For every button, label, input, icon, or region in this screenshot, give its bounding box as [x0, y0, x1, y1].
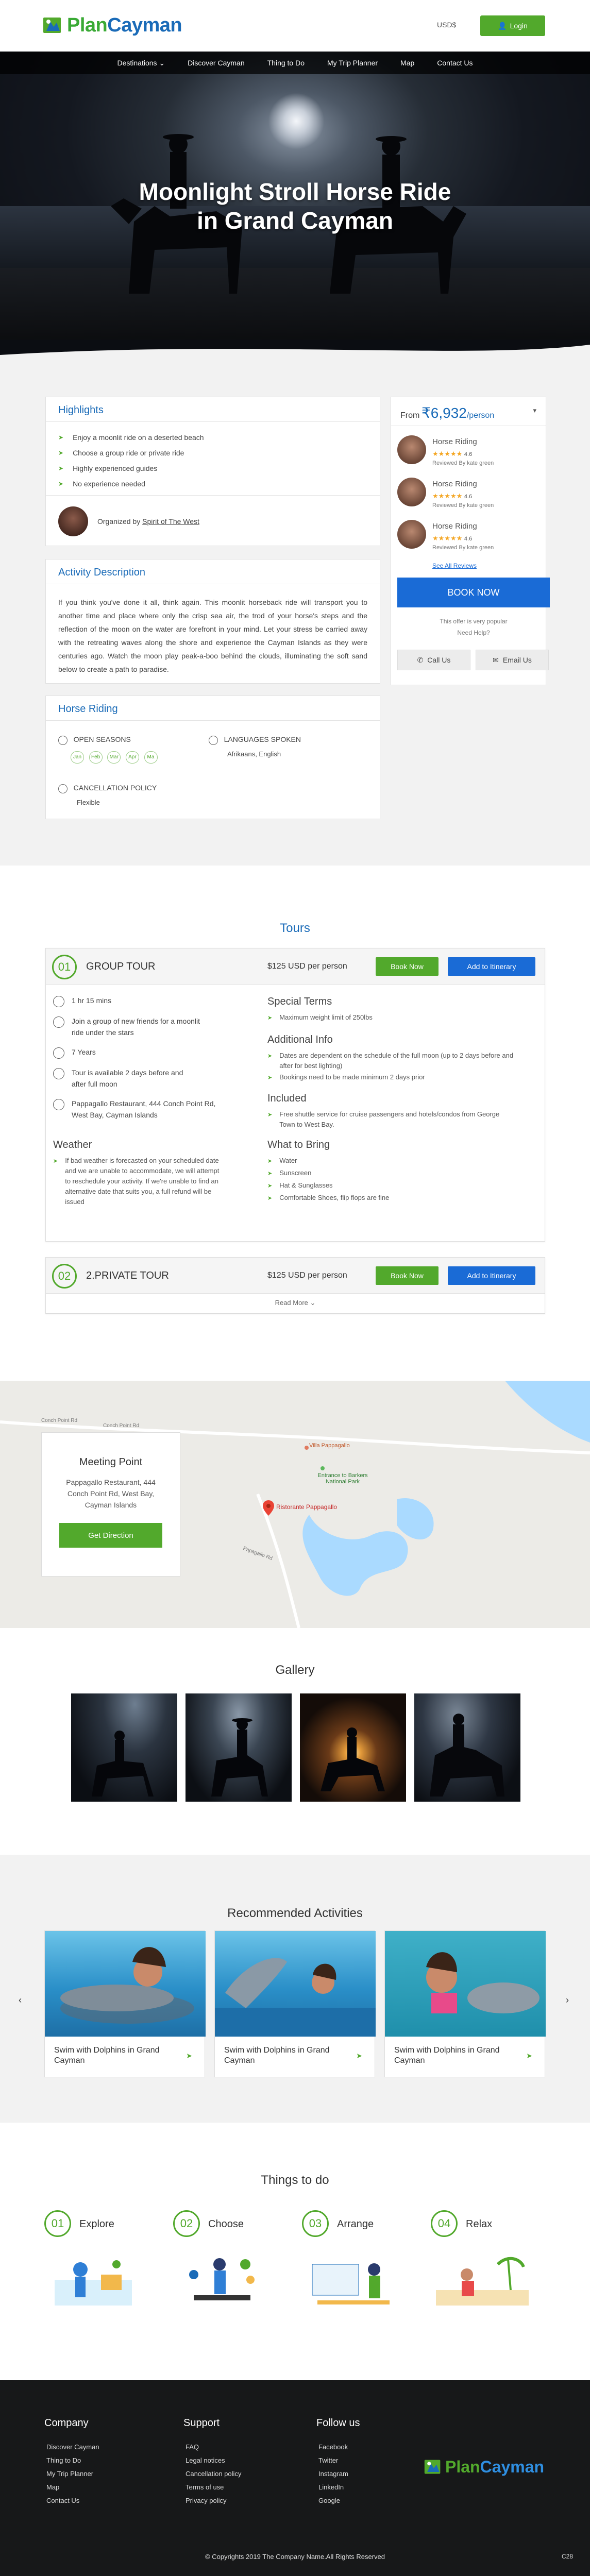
- book-now-button[interactable]: BOOK NOW: [397, 578, 550, 607]
- login-button[interactable]: [480, 15, 545, 36]
- map-section[interactable]: [0, 1381, 590, 1628]
- calendar-icon: [53, 1068, 64, 1079]
- gallery-title: Gallery: [275, 1663, 315, 1677]
- footer-link[interactable]: Legal notices: [186, 2456, 225, 2464]
- footer-link[interactable]: Map: [46, 2483, 60, 2491]
- activity-card[interactable]: [384, 1930, 545, 2077]
- hero-banner: [0, 52, 590, 340]
- site-footer: [0, 2380, 590, 2576]
- cancellation-policy: CANCELLATION POLICY Flexible: [58, 784, 157, 806]
- footer-link-google[interactable]: Google: [318, 2497, 340, 2504]
- nav-map[interactable]: Map: [400, 59, 415, 67]
- chevron-right-icon: ➤: [526, 2052, 532, 2060]
- booking-sidebar: [391, 397, 546, 685]
- chevron-down-icon: ▾: [533, 406, 536, 414]
- nav-thing-to-do[interactable]: Thing to Do: [267, 59, 305, 67]
- step-label: Arrange: [337, 2218, 374, 2230]
- season-pill: Mar: [107, 751, 121, 764]
- chevron-right-icon: ➤: [267, 1158, 273, 1164]
- chevron-right-icon: ➤: [267, 1053, 273, 1059]
- nav-contact-us[interactable]: Contact Us: [437, 59, 473, 67]
- nav-destinations[interactable]: Destinations ⌄: [117, 58, 165, 67]
- highlight-item: ➤ Choose a group ride or private ride: [58, 449, 184, 457]
- highlights-title: Highlights: [46, 397, 380, 422]
- chevron-right-icon: ➤: [58, 480, 64, 487]
- group-tour-header: [46, 948, 545, 985]
- activity-title: Swim with Dolphins in Grand Cayman: [54, 2046, 160, 2065]
- login-label: Login: [510, 22, 528, 30]
- corner-label: C28: [562, 2553, 574, 2560]
- call-us-button[interactable]: ✆ Call Us: [397, 650, 470, 670]
- chevron-down-icon: ⌄: [159, 58, 165, 67]
- chevron-right-icon: ➤: [186, 2052, 192, 2060]
- activity-title: Swim with Dolphins in Grand Cayman: [224, 2046, 330, 2065]
- read-more-link[interactable]: Read More ⌄: [275, 1299, 316, 1307]
- map-label-road: Conch Point Rd: [103, 1423, 140, 1429]
- nav-discover-cayman[interactable]: Discover Cayman: [188, 59, 245, 67]
- add-to-itinerary-button[interactable]: Add to Itinerary: [448, 957, 535, 976]
- footer-link-twitter[interactable]: Twitter: [318, 2456, 339, 2464]
- footer-link[interactable]: Privacy policy: [186, 2497, 227, 2504]
- footer-link-linkedin[interactable]: LinkedIn: [318, 2483, 344, 2491]
- title-line-1: Moonlight Stroll Horse Ride: [139, 178, 451, 205]
- chevron-right-icon: ➤: [58, 449, 64, 456]
- phone-icon: ✆: [417, 655, 424, 664]
- chevron-right-icon: ➤: [267, 1112, 273, 1118]
- highlight-item: ➤ Highly experienced guides: [58, 464, 158, 472]
- chevron-left-icon[interactable]: ‹: [19, 1995, 22, 2005]
- calendar-icon: [58, 736, 68, 745]
- chevron-right-icon: ➤: [267, 1183, 273, 1189]
- explore-illustration: [44, 2249, 142, 2317]
- top-header: [0, 0, 590, 52]
- tour-summary: Join a group of new friends for a moonlit ride under the stars: [53, 1015, 228, 1038]
- step-number: 01: [44, 2210, 71, 2237]
- footer-link[interactable]: FAQ: [186, 2443, 199, 2451]
- meeting-point-card: [41, 1432, 180, 1577]
- tour-number: 02: [52, 1264, 77, 1289]
- step-number: 04: [431, 2210, 458, 2237]
- mail-icon: ✉: [493, 655, 499, 664]
- organizer-avatar: [58, 506, 88, 536]
- rating-stars: ★★★★★ 4.6: [432, 534, 473, 542]
- footer-link-facebook[interactable]: Facebook: [318, 2443, 348, 2451]
- activity-description-text: If you think you've done it all, think again. This moonlit horseback ride will transport you to another time and place where only the crisp sea air, the trod of your horse's steps and the reflection of the moon on the water are forefront in your mind. Let your stress be carried away with the retreating waves along the shore and experience the Cayman Islands as they were centuries ago. Watch the moon play peak-a-boo behind the clouds, illuminating the soft sand below to create a path to paradise.: [58, 598, 367, 673]
- footer-support-title: Support: [183, 2417, 220, 2429]
- included-title: Included: [267, 1093, 307, 1104]
- chevron-right-icon: ➤: [267, 1075, 273, 1081]
- gallery-section: [0, 1628, 590, 1855]
- relax-illustration: [431, 2249, 534, 2317]
- book-now-button[interactable]: Book Now: [376, 957, 439, 976]
- footer-follow-title: Follow us: [316, 2417, 360, 2429]
- chevron-right-icon[interactable]: ›: [566, 1995, 569, 2005]
- organizer: Organized by Spirit of The West: [58, 506, 199, 536]
- footer-link[interactable]: Thing to Do: [46, 2456, 81, 2464]
- activity-detail-section: [0, 340, 590, 866]
- see-all-reviews-link[interactable]: See All Reviews: [432, 562, 477, 569]
- copyright-text: © Copyrights 2019 The Company Name.All Rights Reserved: [205, 2553, 385, 2561]
- arrange-illustration: [302, 2249, 400, 2317]
- tours-section: [0, 866, 590, 1381]
- wave-divider: [0, 340, 590, 360]
- horse-riding-card: [45, 696, 380, 819]
- chevron-right-icon: ➤: [58, 434, 64, 441]
- special-term-item: ➤ Maximum weight limit of 250lbs: [267, 1012, 515, 1023]
- need-help-text: Need Help?: [457, 629, 490, 636]
- highlights-card: [45, 397, 380, 546]
- gallery-image[interactable]: [186, 1693, 292, 1802]
- group-tour-card: [45, 948, 545, 1242]
- step-number: 03: [302, 2210, 329, 2237]
- meeting-point-title: Meeting Point: [79, 1456, 143, 1468]
- location-icon: [53, 1099, 64, 1110]
- tour-location: Pappagallo Restaurant, 444 Conch Point Rd, West Bay, Cayman Islands: [53, 1098, 228, 1121]
- reviewer-avatar: [397, 478, 426, 506]
- bring-item: ➤ Water: [267, 1156, 515, 1166]
- rating-stars: ★★★★★ 4.6: [432, 450, 473, 457]
- chevron-right-icon: ➤: [267, 1171, 273, 1177]
- what-to-bring-title: What to Bring: [267, 1139, 330, 1150]
- footer-company-title: Company: [44, 2417, 89, 2429]
- get-direction-button[interactable]: Get Direction: [59, 1523, 162, 1548]
- tour-duration: 1 hr 15 mins: [53, 995, 228, 1007]
- special-terms-title: Special Terms: [267, 996, 332, 1007]
- bring-item: ➤ Sunscreen: [267, 1168, 515, 1179]
- map-label-road: Conch Point Rd: [41, 1418, 78, 1423]
- site-logo[interactable]: [41, 14, 182, 37]
- popular-note: This offer is very popular: [440, 618, 508, 625]
- main-nav: [0, 52, 590, 74]
- footer-link[interactable]: Discover Cayman: [46, 2443, 99, 2451]
- book-now-button[interactable]: Book Now: [376, 1266, 439, 1285]
- private-tour-header: [46, 1258, 545, 1294]
- review-item: Horse Riding ★★★★★ 4.6 Reviewed By kate green: [391, 520, 544, 561]
- footer-link[interactable]: Terms of use: [186, 2483, 224, 2491]
- additional-info-item: ➤ Bookings need to be made minimum 2 days prior: [267, 1072, 515, 1083]
- gallery-image[interactable]: [71, 1693, 177, 1802]
- horse-riding-title: Horse Riding: [46, 696, 380, 721]
- season-pill: Ma: [144, 751, 158, 764]
- user-icon: 👤: [498, 21, 507, 30]
- activity-image: [385, 1931, 546, 2037]
- meeting-point-address: Pappagallo Restaurant, 444 Conch Point Rd, West Bay, Cayman Islands: [66, 1478, 156, 1509]
- bring-item: ➤ Hat & Sunglasses: [267, 1180, 515, 1191]
- footer-link-instagram[interactable]: Instagram: [318, 2470, 348, 2478]
- activity-image: [215, 1931, 376, 2037]
- rating-stars: ★★★★★ 4.6: [432, 492, 473, 500]
- recommended-activities-section: [0, 1855, 590, 2123]
- recommended-title: Recommended Activities: [227, 1906, 363, 1920]
- map-label-villa: Villa Pappagallo: [309, 1443, 350, 1449]
- highlight-item: ➤ Enjoy a moonlit ride on a deserted beach: [58, 433, 204, 442]
- footer-link[interactable]: My Trip Planner: [46, 2470, 94, 2478]
- step-number: 02: [173, 2210, 200, 2237]
- activity-title: Swim with Dolphins in Grand Cayman: [394, 2046, 500, 2065]
- open-seasons: OPEN SEASONS Jan Feb Mar Apr Ma: [58, 735, 161, 764]
- footer-link[interactable]: Cancellation policy: [186, 2470, 242, 2478]
- organizer-link[interactable]: Spirit of The West: [142, 517, 199, 526]
- language-icon: [209, 736, 218, 745]
- reviewer-avatar: [397, 520, 426, 549]
- page-title: [0, 177, 590, 235]
- review-item: Horse Riding ★★★★★ 4.6 Reviewed By kate green: [391, 478, 544, 519]
- footer-logo[interactable]: PlanCayman: [423, 2458, 544, 2477]
- step-label: Relax: [466, 2218, 493, 2230]
- price-value: ₹6,932: [421, 405, 467, 421]
- footer-link[interactable]: Contact Us: [46, 2497, 80, 2504]
- email-us-button[interactable]: ✉ Email Us: [476, 650, 549, 670]
- season-pill: Apr: [126, 751, 139, 764]
- group-icon: [53, 1016, 64, 1028]
- chevron-right-icon: ➤: [267, 1015, 273, 1021]
- tour-min-age: 7 Years: [53, 1046, 228, 1059]
- tour-price: $125 USD per person: [267, 962, 347, 971]
- tour-price: $125 USD per person: [267, 1271, 347, 1280]
- things-title: Things to do: [261, 2173, 329, 2187]
- logo-icon: [41, 15, 64, 36]
- season-pill: Jan: [71, 751, 84, 764]
- cancellation-value: Flexible: [77, 798, 100, 806]
- chevron-right-icon: ➤: [267, 1195, 273, 1201]
- tour-availability: Tour is available 2 days before and after full moon: [53, 1067, 228, 1090]
- season-pill: Feb: [89, 751, 103, 764]
- choose-illustration: [173, 2249, 271, 2317]
- review-item: Horse Riding ★★★★★ 4.6 Reviewed By kate green: [391, 435, 544, 477]
- age-icon: [53, 1047, 64, 1059]
- private-tour-card: [45, 1257, 545, 1314]
- clock-icon: [53, 996, 64, 1007]
- price-dropdown[interactable]: From ₹6,932/person ▾: [391, 397, 546, 426]
- tours-title: Tours: [280, 921, 310, 935]
- chevron-right-icon: ➤: [356, 2052, 362, 2060]
- gallery-image[interactable]: [414, 1693, 520, 1802]
- currency-selector[interactable]: USD$: [437, 21, 457, 29]
- chevron-right-icon: ➤: [53, 1158, 58, 1164]
- chevron-down-icon: ⌄: [310, 1299, 316, 1307]
- highlight-item: ➤ No experience needed: [58, 480, 145, 488]
- languages-value: Afrikaans, English: [227, 750, 281, 758]
- map-pin-icon[interactable]: [263, 1500, 274, 1517]
- cancel-icon: [58, 784, 68, 793]
- bring-item: ➤ Comfortable Shoes, flip flops are fine: [267, 1193, 515, 1204]
- nav-my-trip-planner[interactable]: My Trip Planner: [327, 59, 378, 67]
- tour-number: 01: [52, 955, 77, 979]
- activity-card[interactable]: [214, 1930, 375, 2077]
- logo-icon: [423, 2458, 443, 2477]
- reviewer-avatar: [397, 435, 426, 464]
- activity-card[interactable]: [44, 1930, 205, 2077]
- activity-image: [45, 1931, 206, 2037]
- additional-info-item: ➤ Dates are dependent on the schedule of the full moon (up to 2 days before and after for best lighting): [267, 1050, 515, 1071]
- weather-title: Weather: [53, 1139, 92, 1150]
- map-label-park: Entrance to Barkers National Park: [317, 1472, 368, 1485]
- map-label-road: Papagallo Rd: [242, 1546, 274, 1562]
- weather-info: ➤ If bad weather is forecasted on your scheduled date and we are unable to accommodate, we will attempt to reschedule your activity. If we're unable to find an alternative date that suits you, a full refund will be issued: [53, 1156, 223, 1207]
- activity-description-card: [45, 559, 380, 684]
- map-label-restaurant: Ristorante Pappagallo: [276, 1503, 338, 1511]
- add-to-itinerary-button[interactable]: Add to Itinerary: [448, 1266, 535, 1285]
- gallery-image[interactable]: [300, 1693, 406, 1802]
- tour-name: 2.PRIVATE TOUR: [86, 1270, 169, 1281]
- activity-description-title: Activity Description: [46, 560, 380, 584]
- logo-text: PlanCayman: [67, 14, 182, 36]
- things-to-do-section: [0, 2123, 590, 2380]
- title-line-2: in Grand Cayman: [197, 207, 393, 234]
- chevron-right-icon: ➤: [58, 465, 64, 472]
- tour-name: GROUP TOUR: [86, 961, 156, 972]
- additional-info-title: Additional Info: [267, 1034, 333, 1045]
- languages-spoken: LANGUAGES SPOKEN Afrikaans, English: [209, 735, 301, 758]
- step-label: Explore: [79, 2218, 114, 2230]
- step-label: Choose: [208, 2218, 244, 2230]
- included-item: ➤ Free shuttle service for cruise passengers and hotels/condos from George Town to West Bay.: [267, 1109, 515, 1130]
